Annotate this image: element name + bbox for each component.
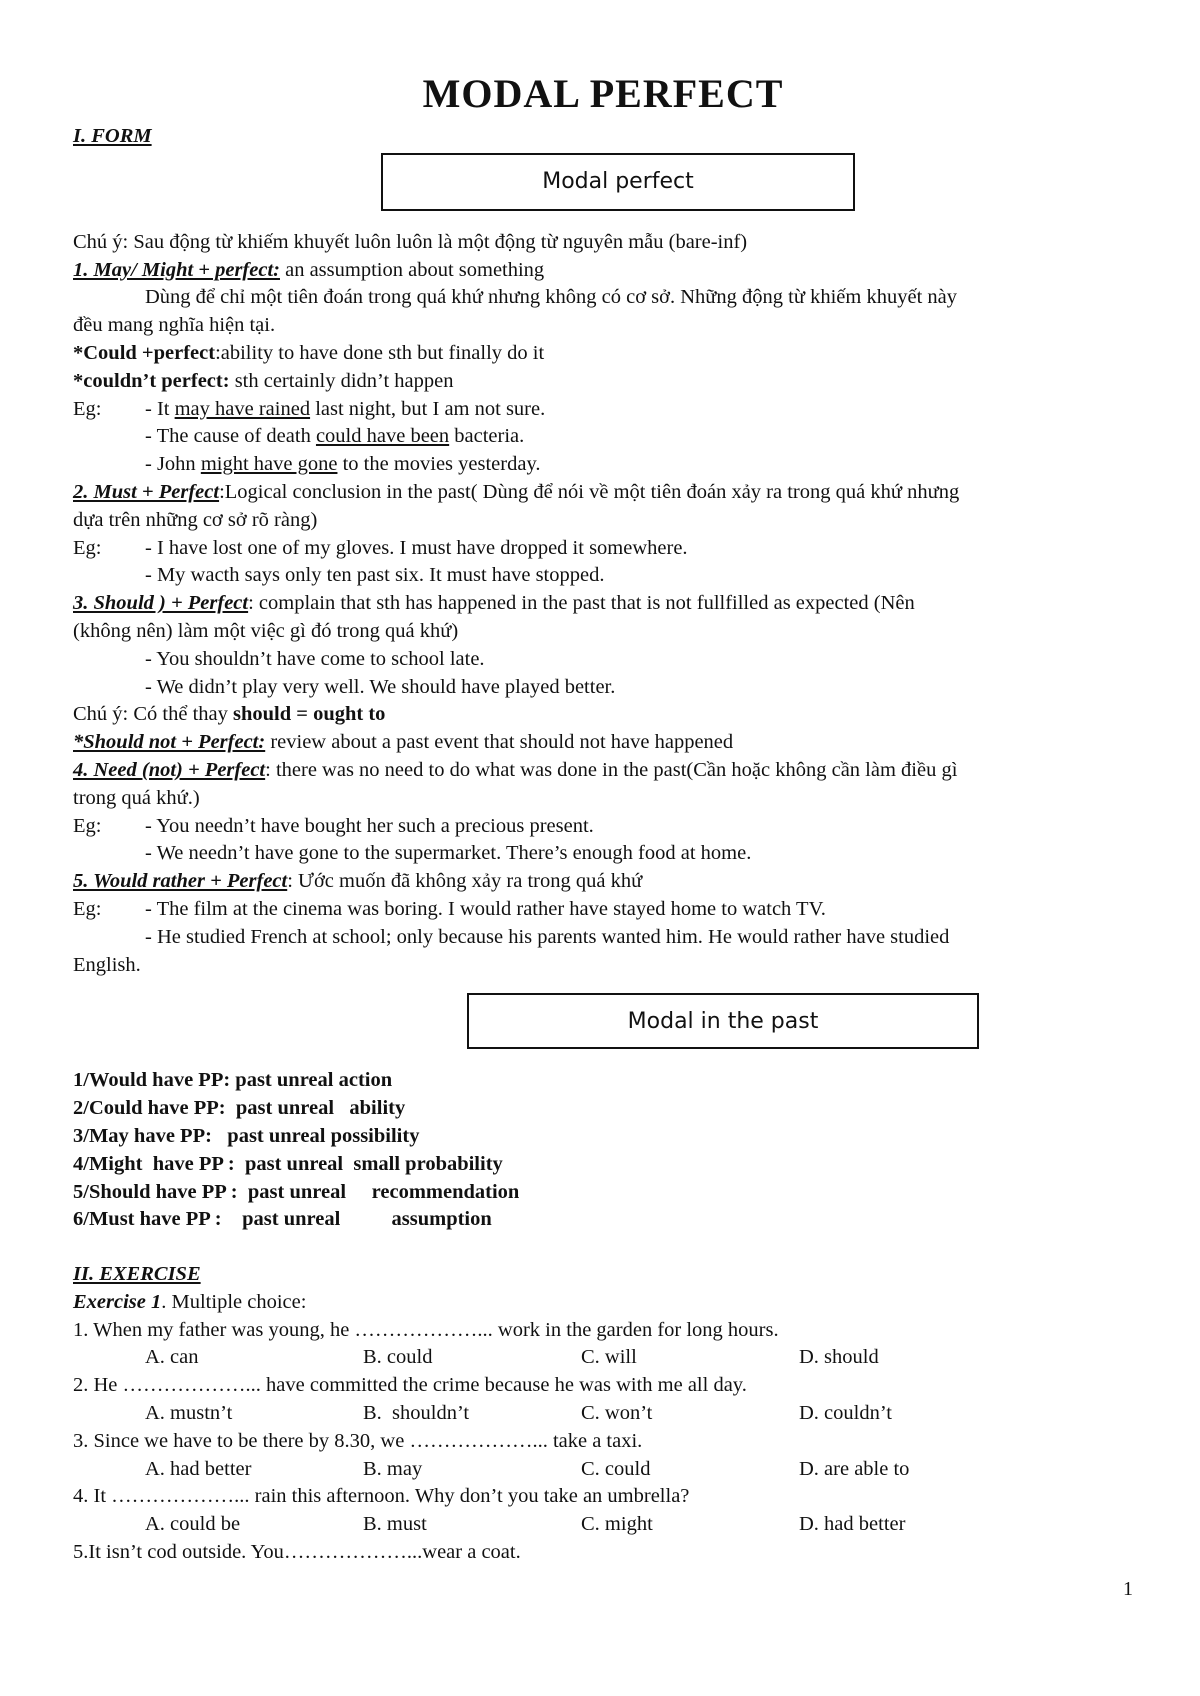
would-rather-rule: 5. Would rather + Perfect: Ước muốn đã không xảy ra trong quá khứ xyxy=(73,870,643,893)
question-4: 4. It ………………... rain this afternoon. Why don’t you take an umbrella? xyxy=(73,1485,690,1508)
past-list-item-6: 6/Must have PP : past unreal assumption xyxy=(73,1208,492,1231)
example-may-1: Eg: - It may have rained last night, but I am not sure. xyxy=(73,397,546,420)
option: C. won’t xyxy=(581,1402,653,1425)
section-form-heading: I. FORM xyxy=(73,125,152,147)
past-list-item-1: 1/Would have PP: past unreal action xyxy=(73,1069,393,1092)
option: D. are able to xyxy=(799,1457,910,1480)
question-4-options xyxy=(73,1511,1133,1539)
example-would-3: English. xyxy=(73,953,141,976)
note-ought-to: Chú ý: Có thể thay should = ought to xyxy=(73,703,386,726)
couldnt-rule: *couldn’t perfect: sth certainly didn’t happen xyxy=(73,369,454,392)
question-2: 2. He ………………... have committed the crime because he was with me all day. xyxy=(73,1374,747,1397)
may-might-rule: 1. May/ Might + perfect: an assumption about something xyxy=(73,258,545,281)
option: C. might xyxy=(581,1513,653,1536)
option: C. will xyxy=(581,1346,637,1369)
need-rule-cont: trong quá khứ.) xyxy=(73,786,200,809)
box-row-modal-past xyxy=(73,993,1133,1053)
should-rule: 3. Should ) + Perfect: complain that sth has happened in the past that is not fullfilled as expected (Nên xyxy=(73,592,915,615)
option: A. mustn’t xyxy=(145,1402,233,1425)
past-list-item-5: 5/Should have PP : past unreal recommendation xyxy=(73,1180,520,1203)
spacer xyxy=(73,1234,1133,1261)
question-1: 1. When my father was young, he ………………... work in the garden for long hours. xyxy=(73,1318,779,1341)
example-need-1: Eg: - You needn’t have bought her such a precious present. xyxy=(73,814,594,837)
may-vietnamese-2: đều mang nghĩa hiện tại. xyxy=(73,314,276,337)
option: D. had better xyxy=(799,1513,906,1536)
past-list-item-4: 4/Might have PP : past unreal small probability xyxy=(73,1152,503,1175)
example-should-1: - You shouldn’t have come to school late. xyxy=(145,647,485,670)
example-need-2: - We needn’t have gone to the supermarket. There’s enough food at home. xyxy=(145,842,752,865)
example-would-2: - He studied French at school; only because his parents wanted him. He would rather have studied xyxy=(145,925,950,948)
option: D. should xyxy=(799,1346,879,1369)
option: B. may xyxy=(363,1457,423,1480)
must-rule-cont: dựa trên những cơ sở rõ ràng) xyxy=(73,508,318,531)
modal-perfect-box: Modal perfect xyxy=(381,153,855,211)
option: D. couldn’t xyxy=(799,1402,893,1425)
may-vietnamese-1: Dùng để chỉ một tiên đoán trong quá khứ nhưng không có cơ sở. Những động từ khiếm khuyết này xyxy=(145,286,957,309)
example-should-2: - We didn’t play very well. We should have played better. xyxy=(145,675,616,698)
modal-in-the-past-box: Modal in the past xyxy=(467,993,979,1049)
section-exercise-heading: II. EXERCISE xyxy=(73,1263,201,1286)
option: B. must xyxy=(363,1513,427,1536)
example-would-1: Eg: - The film at the cinema was boring. I would rather have stayed home to watch TV. xyxy=(73,897,826,920)
box-row-modal-perfect xyxy=(73,153,1133,213)
option: B. could xyxy=(363,1346,433,1369)
should-not-rule: *Should not + Perfect: review about a past event that should not have happened xyxy=(73,731,734,754)
should-rule-cont: (không nên) làm một việc gì đó trong quá khứ) xyxy=(73,619,459,642)
option: A. had better xyxy=(145,1457,252,1480)
option: A. could be xyxy=(145,1513,241,1536)
question-3: 3. Since we have to be there by 8.30, we ………………... take a taxi. xyxy=(73,1429,643,1452)
page-number: 1 xyxy=(1123,1578,1133,1600)
example-may-3: - John might have gone to the movies yesterday. xyxy=(145,453,541,476)
example-must-2: - My wacth says only ten past six. It must have stopped. xyxy=(145,564,605,587)
option: C. could xyxy=(581,1457,651,1480)
must-rule: 2. Must + Perfect:Logical conclusion in the past( Dùng để nói về một tiên đoán xảy ra trong quá khứ nhưng xyxy=(73,480,960,503)
exercise-1-heading: Exercise 1. Multiple choice: xyxy=(73,1290,307,1313)
document-page xyxy=(73,70,1133,1567)
question-3-options xyxy=(73,1456,1133,1484)
need-rule: 4. Need (not) + Perfect: there was no need to do what was done in the past(Cần hoặc không cần làm điều gì xyxy=(73,758,958,781)
past-list-item-2: 2/Could have PP: past unreal ability xyxy=(73,1097,406,1120)
note-bare-inf: Chú ý: Sau động từ khiếm khuyết luôn luôn là một động từ nguyên mẫu (bare-inf) xyxy=(73,230,748,253)
could-rule: *Could +perfect:ability to have done sth but finally do it xyxy=(73,341,545,364)
question-2-options xyxy=(73,1400,1133,1428)
example-may-2: - The cause of death could have been bacteria. xyxy=(145,425,525,448)
past-list-item-3: 3/May have PP: past unreal possibility xyxy=(73,1124,420,1147)
example-must-1: Eg: - I have lost one of my gloves. I must have dropped it somewhere. xyxy=(73,536,688,559)
question-1-options xyxy=(73,1344,1133,1372)
option: B. shouldn’t xyxy=(363,1402,470,1425)
option: A. can xyxy=(145,1346,199,1369)
page-title: MODAL PERFECT xyxy=(422,71,784,116)
question-5: 5.It isn’t cod outside. You………………...wear a coat. xyxy=(73,1541,521,1564)
